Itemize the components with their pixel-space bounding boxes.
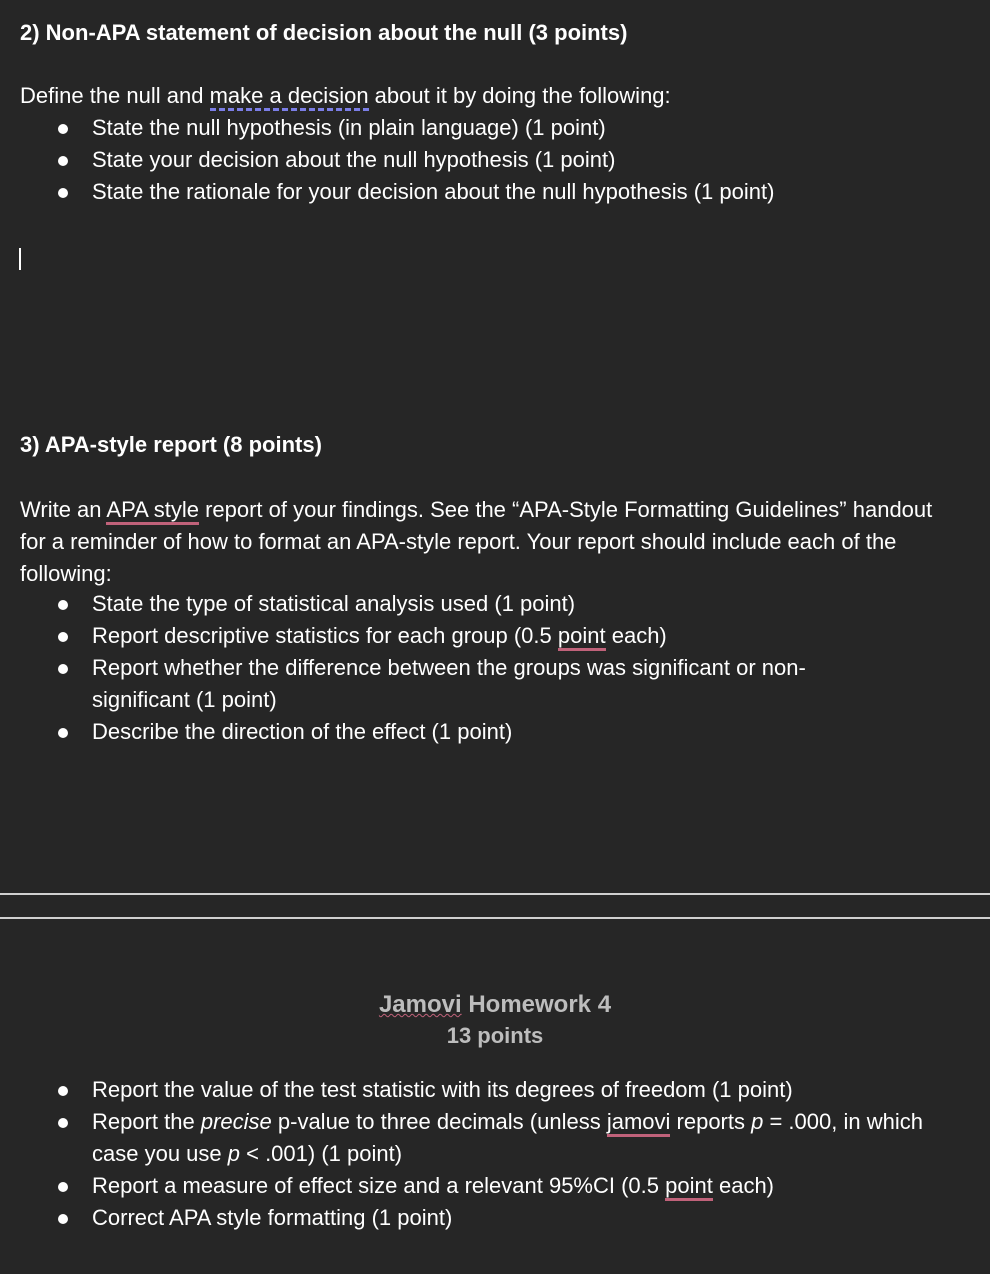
bullet-text: Correct APA style formatting (1 point) — [92, 1205, 453, 1230]
section2-intro-before: Define the null and — [20, 83, 210, 108]
bullet-text-emphasis: precise — [200, 1109, 272, 1134]
section3-intro — [20, 494, 960, 590]
bullet-text: State the type of statistical analysis used (1 point) — [92, 591, 576, 616]
bullet-text-before: Report descriptive statistics for each group (0.5 — [92, 623, 558, 648]
section3-intro-after: report of your findings. See the “APA-Style Formatting Guidelines” handout for a reminder of how to format an APA-style report. Your report should include each of the following: — [20, 497, 933, 586]
bullet-icon — [58, 156, 68, 166]
bullet-text-after: each) — [712, 1173, 775, 1198]
bullet-text-link[interactable]: point — [558, 623, 606, 651]
bullet-text: Report whether the difference between the groups was significant or non-significant (1 point) — [92, 655, 806, 712]
footer-subtitle: 13 points — [446, 1023, 544, 1048]
list-item — [0, 716, 880, 748]
list-item — [0, 176, 970, 208]
section3-intro-link[interactable]: APA style — [106, 497, 199, 525]
bullet-icon — [58, 664, 68, 674]
bullet-text-p1: p — [751, 1109, 764, 1134]
bullet-icon — [58, 1214, 68, 1224]
section3-intro-before: Write an — [20, 497, 107, 522]
bullet-icon — [58, 1118, 68, 1128]
list-item — [0, 144, 970, 176]
section2-heading: 2) Non-APA statement of decision about the null (3 points) — [20, 20, 628, 45]
bullet-icon — [58, 632, 68, 642]
list-item — [0, 588, 880, 620]
section3-bullet-list — [0, 588, 880, 748]
section2-intro-link[interactable]: make a decision — [210, 83, 369, 111]
bullet-text-link[interactable]: jamovi — [607, 1109, 671, 1137]
bullet-text-link[interactable]: point — [665, 1173, 713, 1201]
page-divider-top — [0, 893, 990, 895]
bullet-icon — [58, 1086, 68, 1096]
bullet-text-a: Report the — [92, 1109, 201, 1134]
list-item — [0, 652, 880, 716]
bullet-text-c: reports — [670, 1109, 752, 1134]
bullet-icon — [58, 1182, 68, 1192]
bullet-icon — [58, 188, 68, 198]
bullet-text-after: each) — [605, 623, 667, 648]
list-item — [0, 1106, 950, 1170]
footer-title-rest: Homework 4 — [461, 991, 612, 1018]
bullet-text-before: Report a measure of effect size and a relevant 95%CI (0.5 — [92, 1173, 666, 1198]
bullet-text-e: < .001) (1 point) — [240, 1141, 403, 1166]
list-item — [0, 112, 970, 144]
bullet-text: State the null hypothesis (in plain language) (1 point) — [92, 115, 606, 140]
bullet-text: Report the value of the test statistic with its degrees of freedom (1 point) — [92, 1077, 793, 1102]
page-divider-bottom — [0, 917, 990, 919]
list-item — [0, 1074, 950, 1106]
footer-title-word1[interactable]: Jamovi — [378, 991, 462, 1018]
text-cursor[interactable] — [19, 248, 21, 270]
bullet-text: State your decision about the null hypothesis (1 point) — [92, 147, 616, 172]
section2-intro — [20, 80, 970, 112]
bullet-text-p2: p — [227, 1141, 240, 1166]
bullet-text-b: p-value to three decimals (unless — [271, 1109, 607, 1134]
section4-bullet-list — [0, 1074, 950, 1234]
bullet-icon — [58, 600, 68, 610]
footer-title — [0, 990, 990, 1020]
bullet-text: Describe the direction of the effect (1 point) — [92, 719, 513, 744]
bullet-icon — [58, 124, 68, 134]
section2-intro-after: about it by doing the following: — [368, 83, 671, 108]
bullet-text: State the rationale for your decision about the null hypothesis (1 point) — [92, 179, 775, 204]
bullet-icon — [58, 728, 68, 738]
bullet-text-d: = .000, in which case you use — [92, 1109, 923, 1166]
list-item — [0, 1202, 950, 1234]
list-item — [0, 620, 880, 652]
section2-bullet-list — [0, 112, 970, 208]
section3-heading: 3) APA-style report (8 points) — [20, 432, 322, 457]
list-item — [0, 1170, 950, 1202]
